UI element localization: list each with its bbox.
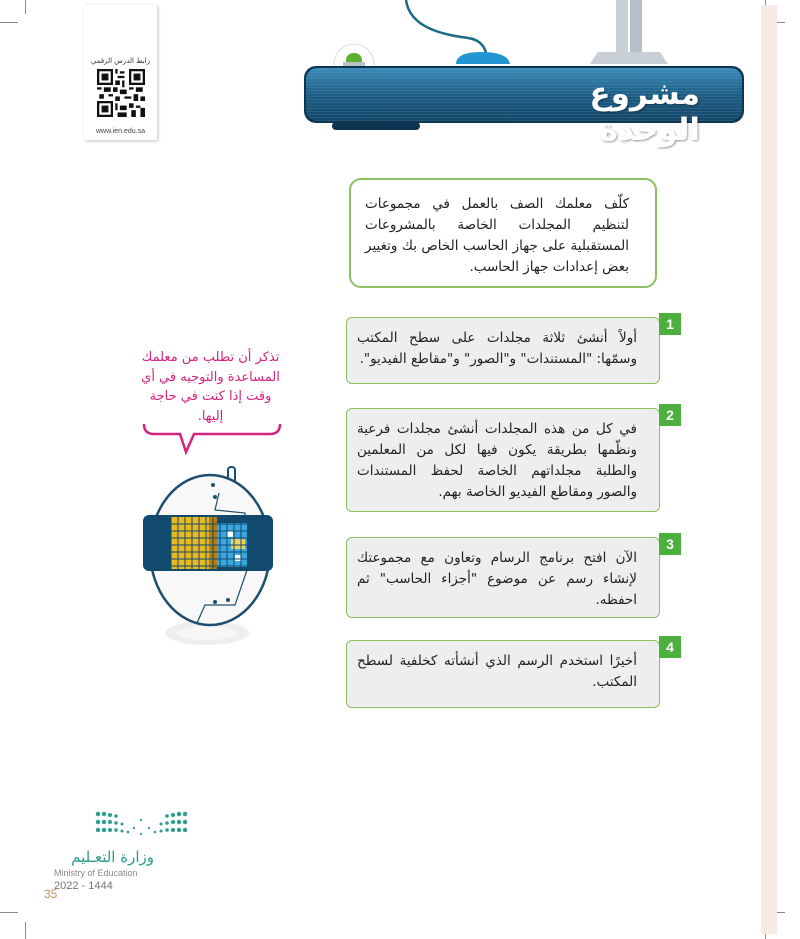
step-number: 1 — [659, 313, 681, 335]
qr-url-link[interactable]: www.ien.edu.sa — [95, 128, 146, 135]
qr-code-icon[interactable] — [97, 69, 145, 117]
speech-bubble-icon — [140, 420, 285, 460]
crop-mark — [0, 912, 18, 913]
robot-mascot-icon — [135, 455, 285, 655]
crop-mark — [0, 22, 18, 23]
step-number: 3 — [659, 533, 681, 555]
ministry-logo-icon — [94, 810, 189, 846]
step-text: الآن افتح برنامج الرسام وتعاون مع مجموعتك لإنشاء رسم عن موضوع "أجزاء الحاسب" ثم احفظه. — [357, 550, 637, 608]
ministry-name-en: Ministry of Education — [54, 868, 138, 878]
step-text: أخيرًا استخدم الرسم الذي أنشأته كخلفية لسطح المكتب. — [357, 653, 637, 690]
crop-mark — [25, 0, 26, 14]
qr-title: رابط الدرس الرقمي — [90, 57, 151, 65]
ministry-name-ar: وزارة التعـليم — [71, 848, 154, 866]
step-card — [346, 639, 674, 708]
cable-icon — [406, 0, 488, 60]
step-card — [346, 536, 674, 618]
tip-text: تذكر أن تطلب من معلمك المساعدة والتوجيه في أي وقت إذا كنت في حاجة إليها. — [141, 350, 280, 424]
step-card — [346, 407, 674, 512]
page-edge-strip — [761, 5, 777, 934]
step-number: 4 — [659, 636, 681, 658]
step-text: في كل من هذه المجلدات أنشئ مجلدات فرعية ونظّمها بطريقة يكون فيها لكل من المعلمين والطلبة مجلداتهم الخاصة لحفظ المستندات والصور ومقاطع الفيديو الخاصة بهم. — [357, 421, 637, 500]
page-number: 35 — [44, 887, 58, 901]
digital-lesson-qr-card[interactable] — [84, 5, 157, 140]
step-text: أولاً أنشئ ثلاثة مجلدات على سطح المكتب وسمّها: "المستندات" و"الصور" و"مقاطع الفيديو". — [357, 330, 637, 367]
crop-mark — [25, 922, 26, 939]
intro-box — [349, 178, 657, 288]
stand-pole-icon — [616, 0, 628, 52]
step-card — [346, 316, 674, 384]
intro-text: كلّف معلمك الصف بالعمل في مجموعات لتنظيم المجلدات الخاصة بالمشروعات المستقبلية على جهاز الحاسب الخاص بك وتغيير بعض إعدادات جهاز الحاسب. — [365, 196, 629, 275]
step-number: 2 — [659, 404, 681, 426]
edition-year: 2022 - 1444 — [54, 880, 113, 892]
page-title: مشروع الوحدة — [589, 76, 700, 148]
